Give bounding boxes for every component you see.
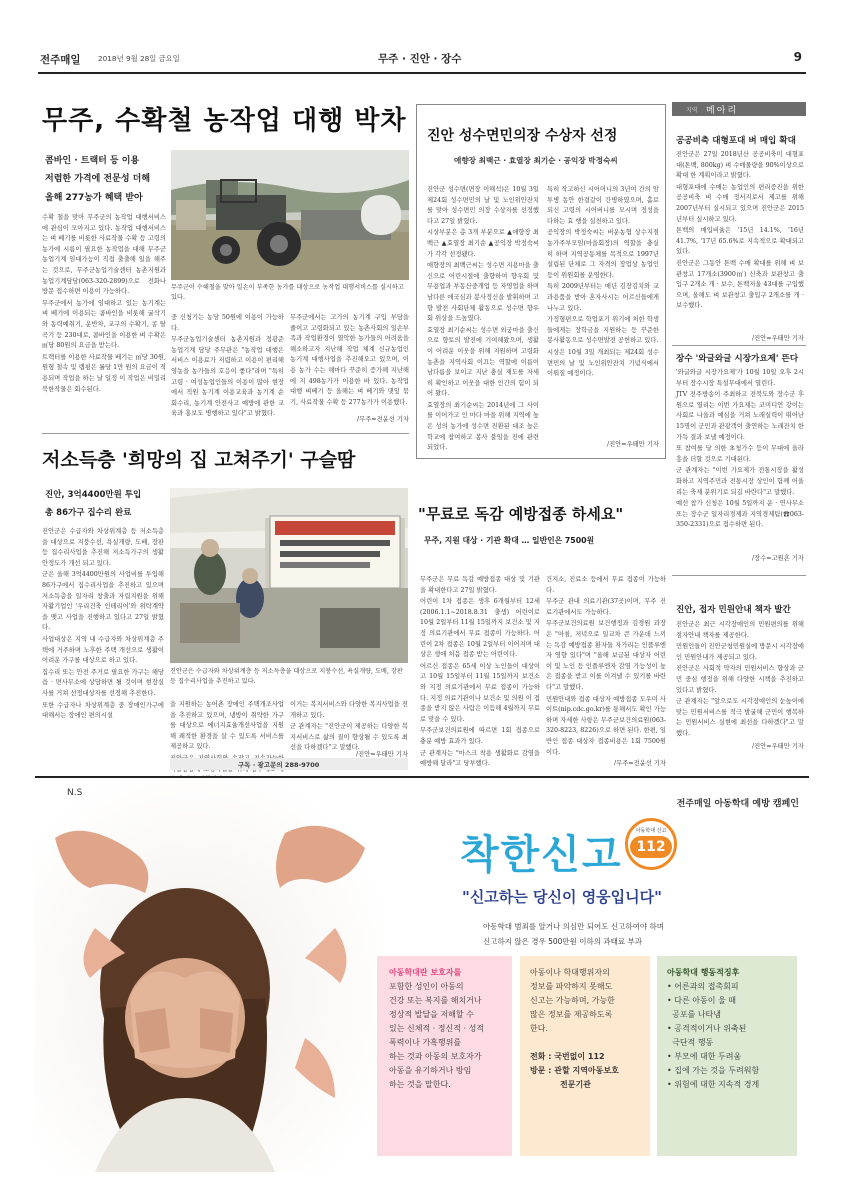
paragraph: 애향장의 최백근씨는 성수면 지용마을 출신으로 어린시절에 출향하여 향우회 및 무용업과 부동산중개업 등 자영업을 하며 남다른 애국심과 봉사정신을 발휘하며 고향 발전 사회단체 활동으로 성수면 향우회 위상을 드높였다. [427, 262, 539, 323]
divider [42, 433, 409, 434]
story3-mid-column [170, 700, 284, 760]
ad-box-definition [377, 956, 512, 1156]
report-112-badge [625, 818, 677, 870]
paragraph: 또한 수급자나 차상위계층 중 장애인가구에 대해서는 장애인 편의시설 [42, 701, 164, 720]
paragraph: 효열장 최기순씨는 성수면 외궁마을 출신으로 향토의 발전에 기여해왔으며, 생활이 어려운 이웃을 위해 지원하며 고령화 농촌을 지역사회 이끄는 역할에 이름이 남다름을 보이고 지난 충실 제도를 자세히 확인하고 이웃을 대한 인간의 힘이 되어 왔다. [427, 326, 539, 398]
story3-subhead-2: 총 86가구 집수리 완료 [45, 508, 132, 518]
header-rule [38, 72, 806, 74]
story4-subhead: 무주, 지원 대상 · 기관 확대 … 일반인은 7500원 [424, 536, 595, 545]
paragraph: 진안군 성수면(면장 이해석)은 10월 3일 제24회 성수면민의 날 및 노인위안잔치를 맞아 성수면민 의장 수상자를 선정했다고 27일 밝혔다. [427, 186, 539, 225]
paragraph: 무주군에서 농가에 임대하고 있는 농기계는 벼 베기에 이용되는 콤바인을 비롯해 굴삭기와 동력예취기, 운반차, 교구의 수확기, 콩 탈곡기 등 230대로, 콤바인을 이용한 벼 수확은 ㎡당 80원의 요금을 받는다. [42, 299, 166, 350]
badge-number: 112 [630, 836, 672, 858]
story2-byline: /진안=우태만 기자 [607, 441, 659, 448]
ad-desc-line1: 아동학대 범죄를 알거나 의심만 되어도 신고하여야 하며 [483, 922, 664, 931]
box-definition-line: 건강 또는 복지를 해치거나 [389, 996, 482, 1005]
paragraph: 트랙터를 이용한 사료작물 베기는 ㎡당 30원, 원형 철속 및 랩핑은 롤당 1만 원의 요금이 적용되며 작업을 하는 날 일정 이 작업은 비밀리 북한작물은 회수된다. [42, 353, 166, 393]
paragraph: 또 참여를 당 의한 초청가수 등이 무대에 올라 흥을 더할 것으로 기대된다. [676, 445, 804, 463]
subscription-strip [170, 758, 408, 770]
paragraph: 군 관계자는 "진안군이 제공하는 다양한 복지서비스로 삶의 질이 향상될 수 있도록 최선을 다하겠다"고 말했다. [290, 723, 408, 752]
paragraph: 군 관계자는 "마스크 착용 생활화로 감염을 예방해 달라"고 당부했다. [420, 749, 540, 768]
box-signs-line: 공포를 나타냄 [667, 1010, 721, 1019]
story1-photo-caption: 무주군이 수해철을 맞아 일손이 부족한 농가를 대상으로 농작업 대행서비스를 실시하고 있다. [171, 284, 404, 301]
box-definition-line: 있는 신체적 · 정신적 · 성적 [389, 1024, 485, 1033]
box-signs-line: • 부모에 대한 두려움 [667, 1052, 742, 1061]
paper-name: 전주매일 [40, 54, 81, 66]
divider [672, 345, 806, 346]
paragraph: 어르신 접종은 65세 이상 노인들이 대상이고 10월 15일부터 11월 15일까지 보건소와 지정 의료기관에서 무료 접종이 가능하다. 지정 의료기관이나 보건소 및 의원 이 접종을 받지 않은 사람은 이듬해 4월까지 무료로 맞을 수 있다. [420, 662, 540, 723]
paragraph: 효열장의 최기순씨는 2014년에 그 사이를 이어가고 인 마다 마을 위해 지역에 높은 성의 농가에 성수면 진환된 대조 높은 학교에 참여하고 봉사 불임을 진에 관련 되었다. [427, 401, 539, 452]
paragraph: 민원인들이 진안군청민원실에 방문시 시각장애인 민원안내가 제공되고 있다. [676, 643, 804, 661]
paragraph: '와글와글 시장가요제'가 10월 10일 오후 2시부터 장수시장 특설무대에서 열린다. [676, 369, 804, 387]
box-report-visit-2: 전문기관 [560, 1080, 591, 1089]
box-signs-line: • 어른과의 접촉회피 [667, 982, 739, 991]
paragraph: 집수리 또는 안전 주거로 필요한 가구는 해당 읍 · 면사무소에 상담하면 될 것이며 현장실사를 거쳐 선정대상자를 선정해 추진한다. [42, 668, 164, 697]
sidebar-item1-body [676, 150, 804, 332]
story1-byline: /무주=전윤선 기자 [357, 416, 409, 423]
box-signs-title: 아동학대 행동적징후 [667, 968, 740, 977]
box-signs-line: • 위험에 대한 지속적 경계 [667, 1080, 760, 1089]
box-definition-line: 폭력이나 가혹행위를 [389, 1038, 462, 1047]
box-report-line: 정보를 파악하지 못해도 [530, 982, 613, 991]
paragraph: 이거는 복지서비스와 다양한 복지사업을 전개하고 있다. [290, 701, 408, 719]
box-definition-title: 아동학대란 보호자를 [389, 968, 462, 977]
house-repair-photo [170, 488, 408, 663]
sidebar-item1-title: 공공비축 대형포대 벼 매입 확대 [676, 136, 796, 146]
story4-left-column [420, 575, 540, 770]
box-report-visit: 방문 : 관할 지역아동보호 [530, 1066, 619, 1075]
story1-subhead-1: 콤바인 · 트랙터 등 이용 [45, 156, 140, 166]
box-definition-line: 아동을 유기하거나 방임 [389, 1066, 472, 1075]
box-definition-line: 포함한 성인이 아동의 [389, 982, 464, 991]
paragraph: 특히 2009년부터는 매년 김장김치와 교과용품을 받아 혼자사시는 어르신들에게 나누고 있다. [547, 283, 659, 312]
story2-box [416, 104, 666, 459]
box-report-line: 많은 정보를 제공하도록 [530, 1010, 613, 1019]
box-report-line: 한다. [530, 1024, 548, 1033]
ad-box-signs [657, 956, 797, 1156]
paragraph: 건지소, 진료소 등에서 무료 접종이 가능하다. [546, 576, 666, 594]
paragraph: 무주군보건의료원 보건행정과 김경원 과장은 "아침, 저녁으로 일교차 큰 가운데 느끼는 독감 예방접종 환자들 자가리는 인플루엔자 영향 있다"며 "올해 보급된 대상자 어린이 및 노인 등 인플루엔자 감염 가능성이 높은 접종을 받고 이를 이겨낼 수 있기를 바란다"고 말했다. [546, 620, 666, 691]
paragraph: 군은 올해 3억4400만원의 사업비를 투입해 86가구에서 집수리사업을 추진하고 있으며 저소득층을 일자리 창출과 자립지원을 위해 자활기업인 '우리건축 인테리어'와 위탁계약을 맺고 사업을 진행하고 있다고 27일 밝혔다. [42, 571, 164, 632]
paragraph: 진안군은 최근 시각장애인의 민원편의를 위해 점자안내 책자를 제공한다. [676, 621, 804, 639]
paragraph: 민원안내와 접종 대상자 예방접종 도우미 사이트(nip.cdc.go.kr)를 통해서도 확인 가능하며 자세한 사항은 무주군보건의료원(063-320-8223, 8226)으로 하면 된다. 한편, 일반인 접종 대상자 접종비용은 1회 7500원이다. [546, 695, 666, 756]
box-report-line: 신고는 가능하며, 가능한 [530, 996, 615, 1005]
ad-campaign-title: 전주매일 아동학대 예방 캠페인 [676, 799, 799, 809]
sidebar-item2-title: 장수 '와글와글 시장가요제' 뜬다 [676, 354, 799, 364]
sidebar-item3-title: 진안, 접자 민원안내 책자 발간 [676, 605, 791, 615]
story1-subhead-3: 올해 277농가 혜택 받아 [45, 193, 143, 203]
story1-subhead-2: 저렴한 가격에 전문성 더해 [45, 174, 151, 184]
box-signs-line: • 집에 가는 것을 두려워함 [667, 1066, 760, 1075]
story4-byline: /무주=전윤선 기자 [614, 760, 666, 767]
paragraph: 무주군에서는 고가의 농기계 구입 부담을 줄이고 고령화되고 있는 농촌사회의 일손부족과 작업환경이 열악한 농가들의 어려움을 해소하고자 지난해 작업 체계 신규농업인 농기계 대행사업을 추진해오고 있으며, 이용 농가 수는 해마다 꾸준히 증가해 지난해에 지 498농가가 이용한 바 있다. 농작업 대행 벼베기 등 올해는 벼 베기와 댓잎 묶기, 사료작물 수확 등 277농가가 이용했다. [290, 314, 409, 406]
story1-mid-column [171, 313, 284, 423]
story1-right-column [290, 313, 409, 411]
box-signs-line: • 공격적이거나 위축된 [667, 1024, 747, 1033]
story2-headline: 진안 성수면민의장 수상자 선정 [427, 128, 618, 144]
paragraph: 진안군은 그동안 톤백 수매 확대를 위해 벼 보관창고 17개소(3900㎡) 신축과 보관창고 출입구 2개소 개 · 보수, 톤백저울 43대를 구입했으며, 올해도 벼 보관창고 출입구 2개소를 개 · 보수했다. [676, 259, 804, 310]
story3-right-column [290, 700, 408, 752]
subscription-text: 구독 · 광고문의 288-9700 [238, 761, 320, 769]
sidebar-label-bar [672, 102, 806, 116]
paragraph: JTV 전주방송이 주최하고 전북도와 장수군 후원으로 열리는 이번 가요제는 코미디언 강이는 사회로 나올과 예심을 거쳐 노래실력이 뛰어난 15명이 군민과 관광객이 출연하는 노래잔치 한 가득 결과 보낼 예정이다. [676, 391, 804, 441]
ad-brand: N.S [67, 788, 83, 798]
box-report-line: 아동이나 학대행위자의 [530, 968, 610, 977]
sidebar-item1-byline: /진안=우태만 기자 [752, 335, 804, 342]
paragraph: 무주군보건의료원에 따르면 1회 접종으로 충분 예방 효과가 있다. [420, 727, 540, 745]
badge-top-label: 아동학대 신고 [635, 828, 667, 834]
paragraph: 무주군농업기술센터 농촌지원과 정광준 농업기계 담당 주무관은 "농작업 대행은 서비스 이용료가 저렴하고 이용이 편리해 영농을 농가들의 호응이 좋다"라며 "특히 고령 · 여성농업인들의 이용이 많아 현장에서 직원 농기계 이용교육과 농기계 순회수리, 농기계 안전사고 예방에 관한 교육과 홍보도 병행하고 있다"고 밝혔다. [171, 336, 284, 418]
box-definition-line: 하는 것과 아동의 보호자가 [389, 1052, 482, 1061]
story4-headline: "무료로 독감 예방접종 하세요" [418, 505, 624, 523]
paragraph: 톤백의 매입비율은 '15년 14.1%, '16년 41.7%, '17년 65.6%로 지속적으로 확대되고 있다. [676, 227, 804, 256]
masthead [38, 50, 806, 72]
paragraph: 시상은 10월 3일 개최되는 제24회 성수면민의 날 및 노인위안잔치 기념식에서 이뤄질 예정이다. [547, 348, 659, 378]
paragraph: 군 관계자는 "앞으로도 시각장애인의 눈높이에 맞는 민원서비스를 적극 발굴해 군민이 행복하는 민원서비스 실현에 최선을 다하겠다"고 말했다. [676, 698, 804, 737]
ad-slogan: "신고하는 당신이 영웅입니다" [462, 888, 662, 906]
paragraph: 무주군은 무료 독감 예방접종 대상 및 기관을 확대한다고 27일 밝혔다. [420, 576, 540, 594]
sidebar-label-small: 지역 [686, 107, 698, 114]
issue-date: 2018년 9월 28일 금요일 [98, 54, 180, 63]
paragraph: 군 관계자는 "이번 가요제가 전통시장을 활성화하고 지역주민과 전통시장 상인이 함께 어울리는 축제 분위기로 되길 바란다"고 말했다. [676, 467, 804, 496]
story3-photo-caption: 진안군은 수급자와 차상위계층 등 저소득층을 대상으로 지붕수선, 욕실개량, 도배, 장판 등 집수리사업을 추진하고 있다. [170, 668, 403, 685]
sidebar-item2-byline: /장수=고원흔 기자 [752, 555, 804, 562]
paragraph: 어린이 1차 접종은 생후 6개월부터 12세 (2006.1.1~2018.8.31 출생) 어린이로 10월 2일부터 11월 15일까지 보건소 및 지정 의료기관에서 무료 접종이 가능하다. 어린이 2차 접종은 10월 2일부터 이어지며 대상은 생애 처음 접종 받는 어린이다. [420, 598, 540, 659]
story3-subhead-1: 진안, 3억4400만원 투입 [45, 490, 142, 500]
paragraph: 사업대상은 지역 내 수급자와 차상위계층 주택에 거주하며 노후한 주택 개선으로 생활이 어려운 가구를 대상으로 하고 있다. [42, 635, 164, 665]
box-signs-line: • 다른 아동이 울 때 [667, 996, 736, 1005]
story1-left-column [42, 213, 166, 423]
story3-byline: /진안=우태만 기자 [356, 751, 408, 758]
box-definition-line: 하는 것을 말한다. [389, 1080, 451, 1089]
box-signs-line: 극단적 행동 [667, 1038, 714, 1047]
page-number: 9 [793, 50, 802, 64]
story3-headline: 저소득층 '희망의 집 고쳐주기' 구슬땀 [42, 449, 356, 471]
paragraph: 수확 철을 맞아 무주군의 농작업 대행서비스에 관심이 모아지고 있다. 농작업 대행서비스는 벼 베기를 비롯한 사료작물 수확 등 고령의 농가에 시름이 필요한 농작업을 대해 무주군 농업기계 임대가능이 직접 출출해 일을 해주는 것으로, 무주군농업기술센터 농촌지원과 농업기계담당(063-320-2899)으로 전화나 방문 접수하면 이용이 가능하다. [42, 214, 166, 296]
ad-title: 착한신고 [460, 832, 623, 878]
paragraph: 진안군은 27일 2018년산 공공비축미 대형포대(톤백, 800kg) 벼 수매물량을 90%이상으로 확대 한 계획이라고 밝혔다. [676, 151, 804, 180]
crying-woman-photo [35, 778, 385, 1172]
campaign-ad [35, 776, 809, 1170]
story3-left-column [42, 527, 164, 757]
paragraph: 가정형편으로 학업포기 위기에 처한 학생들에게는 장학금을 지원하는 등 꾸준한 봉사활동으로 성수면발전 공헌하고 있다. [547, 316, 659, 345]
story2-right-column [547, 185, 659, 435]
paragraph: 을 지원하는 농어촌 장애인 주택개조사업을 추진하고 있으며, 냉방이 취약한 가구를 대상으로 에너지효율개선사업을 지원해 쾌적한 환경을 살 수 있도록 서비스를 제공하고 있다. [170, 701, 284, 751]
paragraph: 대형포대에 수매는 농업인의 편리증진을 위한 공공비축 벼 수매 정서지로서 제고를 위해 2007년부터 실시되고 있으며 진안군은 2015년부터 실시하고 있다. [676, 183, 804, 223]
paragraph: 중 신청기는 농당 50원에 이용이 가능하다. [171, 314, 284, 332]
paragraph: 시상부분은 총 3개 부분으로 ▲애향장 최백근 ▲효열장 최기순 ▲공익장 박정숙씨가 각각 선정됐다. [427, 229, 539, 258]
paragraph: 진안군은 수급자와 차상위계층 등 저소득층을 대상으로 지붕수선, 욕실개량, 도배, 장판 등 집수리사업을 추진해 저소득가구의 생활안정도가 개선 되고 있다. [42, 528, 164, 567]
tractor-photo [171, 150, 409, 280]
sidebar-item2-body [676, 368, 804, 553]
box-report-phone: 전화 : 국번없이 112 [530, 1052, 605, 1061]
box-definition-line: 정상적 발달을 저해할 수 [389, 1010, 474, 1019]
paragraph: 무주군 관내 의료기관(37곳)이며, 무주 진료기관에서도 가능하다. [546, 598, 666, 616]
sidebar-item3-body [676, 620, 804, 737]
paragraph: 예선 참가 신청은 10월 5일까지 운 · 연사무소 또는 장수군 일자리경제과 지역경제팀(☎063-350-2331)으로 접수하면 된다. [676, 500, 804, 529]
paragraph: 공익장의 박정숙씨는 버운농협 상수지점 농가주부모임(마을회장)의 역할을 충실히 하며 지역공동체를 목적으로 1997년 설립된 단체로 그 자격의 장업상 농업인 등이 위원회를 운영한다. [547, 229, 659, 279]
story2-subhead: 애향장 최백근 · 효열장 최기순 · 공익장 박정숙씨 [454, 156, 618, 165]
paragraph: 특히 작고하신 시어머니의 3년여 간의 암투병 동안 한결같이 간병하였으며, 홀로되신 고령의 시어버니를 모시며 정성을 다하는 효 행을 실천하고 있다. [547, 186, 659, 225]
ad-desc-line2: 신고하지 않은 경우 500만원 이하의 과태료 부과 [483, 937, 643, 946]
story2-left-column [427, 185, 539, 452]
ad-box-report [520, 956, 650, 1156]
divider [672, 575, 806, 576]
story4-right-column [546, 575, 666, 755]
sidebar-label: 메아리 [706, 106, 739, 116]
story1-headline: 무주, 수확철 농작업 대행 박차 [42, 106, 407, 136]
section-name: 무주 · 진안 · 장수 [378, 53, 462, 65]
sidebar-item3-byline: /진안=우태만 기자 [752, 743, 804, 750]
paragraph: 진안군은 사회적 약자의 민원서비스 향상과 군민 중심 행정을 위해 다양한 시책을 추진하고 있다고 밝혔다. [676, 665, 804, 694]
